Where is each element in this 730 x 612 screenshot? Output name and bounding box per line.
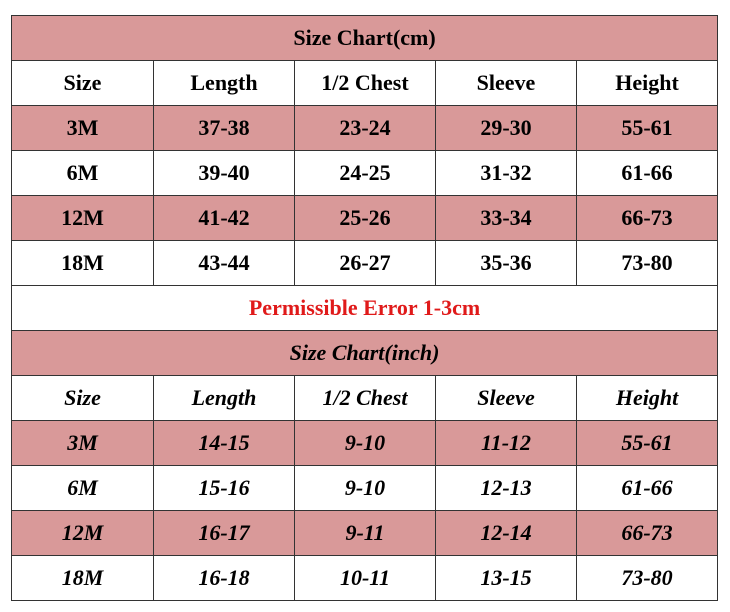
table-cell: 18M: [12, 241, 154, 286]
column-header: 1/2 Chest: [295, 61, 436, 106]
inch-header-row: [12, 376, 718, 421]
column-header: Length: [154, 61, 295, 106]
table-cell: 11-12: [436, 421, 577, 466]
size-chart-table: [11, 15, 718, 601]
table-cell: 39-40: [154, 151, 295, 196]
table-cell: 15-16: [154, 466, 295, 511]
table-cell: 66-73: [577, 511, 718, 556]
table-cell: 6M: [12, 466, 154, 511]
table-row: [12, 511, 718, 556]
table-cell: 29-30: [436, 106, 577, 151]
table-cell: 61-66: [577, 466, 718, 511]
table-row: [12, 151, 718, 196]
table-cell: 9-10: [295, 421, 436, 466]
table-cell: 61-66: [577, 151, 718, 196]
column-header: Sleeve: [436, 61, 577, 106]
table-cell: 9-10: [295, 466, 436, 511]
table-cell: 3M: [12, 421, 154, 466]
table-cell: 16-18: [154, 556, 295, 601]
table-cell: 12-14: [436, 511, 577, 556]
table-cell: 12M: [12, 196, 154, 241]
table-cell: 12M: [12, 511, 154, 556]
column-header: Height: [577, 61, 718, 106]
table-cell: 35-36: [436, 241, 577, 286]
table-row: [12, 241, 718, 286]
table-cell: 37-38: [154, 106, 295, 151]
table-cell: 33-34: [436, 196, 577, 241]
note-row: [12, 286, 718, 331]
table-cell: 3M: [12, 106, 154, 151]
table-cell: 16-17: [154, 511, 295, 556]
table-row: [12, 106, 718, 151]
table-row: [12, 196, 718, 241]
table-cell: 24-25: [295, 151, 436, 196]
table-cell: 10-11: [295, 556, 436, 601]
table-cell: 18M: [12, 556, 154, 601]
table-cell: 55-61: [577, 421, 718, 466]
table-cell: 12-13: [436, 466, 577, 511]
table-cell: 14-15: [154, 421, 295, 466]
table-cell: 6M: [12, 151, 154, 196]
table-cell: 25-26: [295, 196, 436, 241]
table-cell: 9-11: [295, 511, 436, 556]
table-row: [12, 421, 718, 466]
table-cell: 23-24: [295, 106, 436, 151]
table-cell: 66-73: [577, 196, 718, 241]
cm-title-row: [12, 16, 718, 61]
cm-chart-title: Size Chart(cm): [12, 16, 718, 61]
table-cell: 41-42: [154, 196, 295, 241]
column-header: Sleeve: [436, 376, 577, 421]
table-cell: 43-44: [154, 241, 295, 286]
column-header: 1/2 Chest: [295, 376, 436, 421]
size-chart-container: [11, 15, 718, 601]
table-cell: 73-80: [577, 241, 718, 286]
inch-chart-title: Size Chart(inch): [12, 331, 718, 376]
table-cell: 26-27: [295, 241, 436, 286]
cm-header-row: [12, 61, 718, 106]
table-row: [12, 556, 718, 601]
table-row: [12, 466, 718, 511]
table-cell: 73-80: [577, 556, 718, 601]
table-cell: 13-15: [436, 556, 577, 601]
column-header: Height: [577, 376, 718, 421]
permissible-error-note: Permissible Error 1-3cm: [12, 286, 718, 331]
column-header: Size: [12, 61, 154, 106]
table-cell: 55-61: [577, 106, 718, 151]
column-header: Length: [154, 376, 295, 421]
column-header: Size: [12, 376, 154, 421]
table-cell: 31-32: [436, 151, 577, 196]
inch-title-row: [12, 331, 718, 376]
